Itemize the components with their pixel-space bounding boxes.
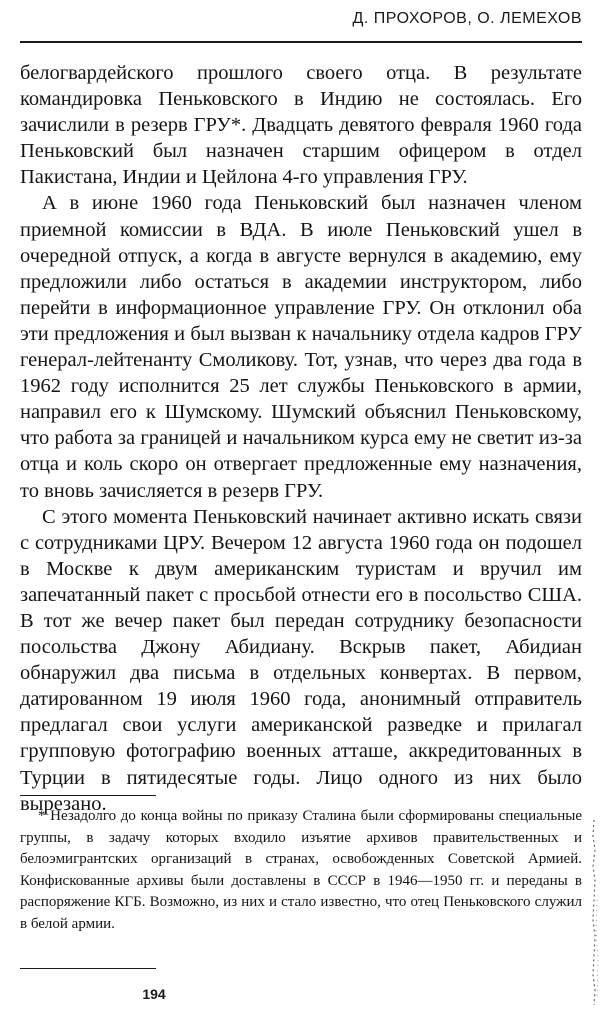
- footnote: * Незадолго до конца войны по приказу Сталина были сформированы специальные группы, в задачу которых входило изъятие архивов правительственных и белоэмигрантских организаций в странах, освобожденных Советской Армией. Конфискованные архивы были доставлены в СССР в 1946—1950 гг. и переданы в распоряжение КГБ. Возможно, из них и стало известно, что отец Пеньковского служил в белой армии.: [20, 808, 582, 932]
- header-rule: [20, 41, 582, 43]
- body-text: [20, 60, 582, 817]
- paragraph: С этого момента Пеньковский начинает активно искать связи с сотрудниками ЦРУ. Вечером 12 августа 1960 года он подошел в Москве к двум американским туристам и вручил им запечатанный пакет с просьбой отнести его в посольство США. В тот же вечер пакет был передан сотруднику безопасности посольства Джону Абидиану. Вскрыв пакет, Абидиан обнаружил два письма в отдельных конвертах. В первом, датированном 19 июля 1960 года, анонимный отправитель предлагал свои услуги американской разведке и прилагал групповую фотографию военных атташе, аккредитованных в Турции в пятидесятые годы. Лицо одного из них было вырезано.: [20, 505, 582, 815]
- binding-edge-shadow: [588, 0, 600, 1011]
- paragraph-continuation: белогвардейского прошлого своего отца. В результате командировка Пеньковского в Индию не состоялась. Его зачислили в резерв ГРУ*. Двадцать девятого февраля 1960 года Пеньковский был назначен старшим офицером в отдел Пакистана, Индии и Цейлона 4-го управления ГРУ.: [20, 62, 582, 189]
- footnote-rule: [20, 795, 156, 796]
- paragraph: А в июне 1960 года Пеньковский был назначен членом приемной комиссии в ВДА. В июле Пеньковский ушел в очередной отпуск, а когда в августе вернулся в академию, ему предложили либо остаться в академии инструктором, либо перейти в информационное управление ГРУ. Он отклонил оба эти предложения и был вызван к начальнику отдела кадров ГРУ генерал-лейтенанту Смоликову. Тот, узнав, что через два года в 1962 году исполнится 25 лет службы Пеньковского в армии, направил его к Шумскому. Шумский объяснил Пеньковскому, что работа за границей и начальником курса ему не светит из-за отца и коль скоро он отвергает предложенные ему назначения, то вновь зачисляется в резерв ГРУ.: [20, 192, 582, 502]
- page-number: 194: [142, 986, 166, 1002]
- bottom-rule: [20, 968, 156, 969]
- running-header: Д. ПРОХОРОВ, О. ЛЕМЕХОВ: [352, 10, 582, 27]
